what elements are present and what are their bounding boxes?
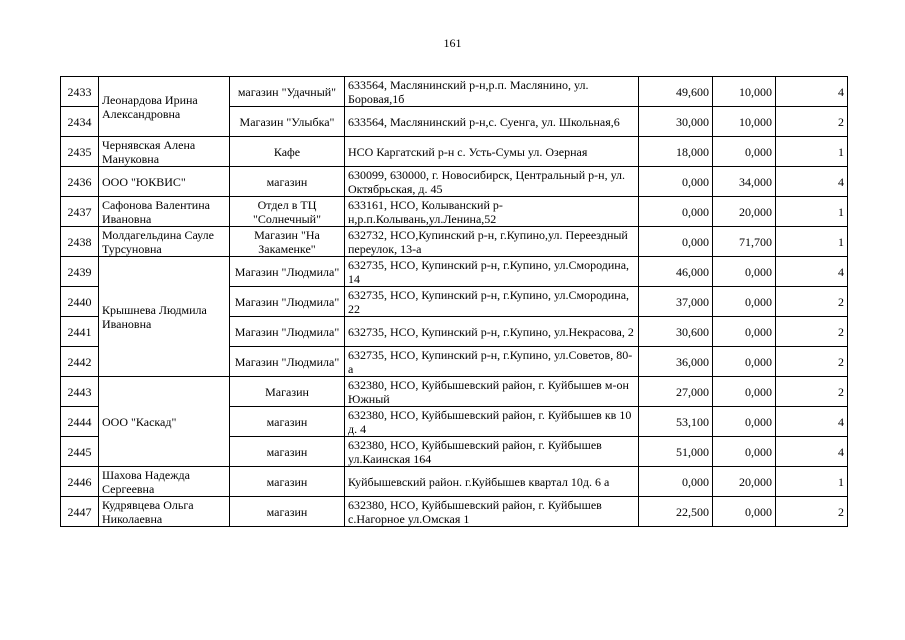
object-type: Магазин [230, 377, 345, 407]
address: 632380, НСО, Куйбышевский район, г. Куйбышев ул.Каинская 164 [345, 437, 639, 467]
table-row [61, 377, 848, 407]
value-1: 51,000 [639, 437, 713, 467]
value-2: 20,000 [713, 467, 776, 497]
count: 1 [776, 227, 848, 257]
owner-name: ООО "Каскад" [99, 377, 230, 467]
value-2: 0,000 [713, 377, 776, 407]
value-1: 22,500 [639, 497, 713, 527]
table-row [61, 227, 848, 257]
object-type: магазин [230, 497, 345, 527]
object-type: Отдел в ТЦ "Солнечный" [230, 197, 345, 227]
value-1: 27,000 [639, 377, 713, 407]
address: 630099, 630000, г. Новосибирск, Центральный р-н, ул. Октябрьская, д. 45 [345, 167, 639, 197]
table-row [61, 197, 848, 227]
count: 4 [776, 437, 848, 467]
row-number: 2443 [61, 377, 99, 407]
value-1: 30,000 [639, 107, 713, 137]
row-number: 2442 [61, 347, 99, 377]
row-number: 2436 [61, 167, 99, 197]
value-1: 0,000 [639, 227, 713, 257]
value-2: 20,000 [713, 197, 776, 227]
value-2: 0,000 [713, 347, 776, 377]
owner-name: Чернявская Алена Мануковна [99, 137, 230, 167]
row-number: 2433 [61, 77, 99, 107]
address: Куйбышевский район. г.Куйбышев квартал 10д. 6 а [345, 467, 639, 497]
table-row [61, 77, 848, 107]
value-1: 36,000 [639, 347, 713, 377]
row-number: 2434 [61, 107, 99, 137]
value-2: 0,000 [713, 317, 776, 347]
object-type: Магазин "Улыбка" [230, 107, 345, 137]
value-2: 0,000 [713, 287, 776, 317]
owner-name: Леонардова Ирина Александровна [99, 77, 230, 137]
address: 632735, НСО, Купинский р-н, г.Купино, ул.Смородина, 14 [345, 257, 639, 287]
address: 632735, НСО, Купинский р-н, г.Купино, ул.Смородина, 22 [345, 287, 639, 317]
row-number: 2435 [61, 137, 99, 167]
row-number: 2438 [61, 227, 99, 257]
row-number: 2437 [61, 197, 99, 227]
address: 632380, НСО, Куйбышевский район, г. Куйбышев с.Нагорное ул.Омская 1 [345, 497, 639, 527]
count: 1 [776, 197, 848, 227]
row-number: 2447 [61, 497, 99, 527]
address: 632735, НСО, Купинский р-н, г.Купино, ул.Некрасова, 2 [345, 317, 639, 347]
table-row [61, 467, 848, 497]
value-2: 34,000 [713, 167, 776, 197]
count: 4 [776, 257, 848, 287]
row-number: 2440 [61, 287, 99, 317]
row-number: 2439 [61, 257, 99, 287]
count: 4 [776, 77, 848, 107]
object-type: Магазин "Людмила" [230, 317, 345, 347]
row-number: 2446 [61, 467, 99, 497]
object-type: Магазин "На Закаменке" [230, 227, 345, 257]
address: НСО Каргатский р-н с. Усть-Сумы ул. Озерная [345, 137, 639, 167]
address: 632380, НСО, Куйбышевский район, г. Куйбышев кв 10 д. 4 [345, 407, 639, 437]
count: 2 [776, 497, 848, 527]
value-2: 0,000 [713, 407, 776, 437]
page-number: 161 [443, 36, 462, 50]
object-type: магазин [230, 437, 345, 467]
value-1: 30,600 [639, 317, 713, 347]
owner-name: Сафонова Валентина Ивановна [99, 197, 230, 227]
count: 2 [776, 287, 848, 317]
registry-table [60, 76, 848, 527]
row-number: 2441 [61, 317, 99, 347]
count: 4 [776, 167, 848, 197]
value-1: 18,000 [639, 137, 713, 167]
owner-name: Крышнева Людмила Ивановна [99, 257, 230, 377]
value-2: 0,000 [713, 137, 776, 167]
value-2: 0,000 [713, 257, 776, 287]
value-2: 71,700 [713, 227, 776, 257]
value-1: 49,600 [639, 77, 713, 107]
value-1: 0,000 [639, 167, 713, 197]
address: 632735, НСО, Купинский р-н, г.Купино, ул.Советов, 80-а [345, 347, 639, 377]
object-type: Магазин "Людмила" [230, 257, 345, 287]
object-type: Магазин "Людмила" [230, 347, 345, 377]
table-row [61, 257, 848, 287]
value-1: 53,100 [639, 407, 713, 437]
count: 2 [776, 347, 848, 377]
value-1: 0,000 [639, 467, 713, 497]
address: 633564, Маслянинский р-н,с. Суенга, ул. Школьная,6 [345, 107, 639, 137]
address: 633161, НСО, Колыванский р-н,р.п.Колывань,ул.Ленина,52 [345, 197, 639, 227]
value-2: 0,000 [713, 437, 776, 467]
value-2: 10,000 [713, 77, 776, 107]
value-1: 37,000 [639, 287, 713, 317]
address: 633564, Маслянинский р-н,р.п. Маслянино, ул. Боровая,1б [345, 77, 639, 107]
address: 632380, НСО, Куйбышевский район, г. Куйбышев м-он Южный [345, 377, 639, 407]
object-type: магазин [230, 467, 345, 497]
value-2: 10,000 [713, 107, 776, 137]
row-number: 2445 [61, 437, 99, 467]
object-type: магазин [230, 167, 345, 197]
object-type: Кафе [230, 137, 345, 167]
object-type: Магазин "Людмила" [230, 287, 345, 317]
row-number: 2444 [61, 407, 99, 437]
owner-name: Кудрявцева Ольга Николаевна [99, 497, 230, 527]
value-1: 46,000 [639, 257, 713, 287]
table-row [61, 497, 848, 527]
value-2: 0,000 [713, 497, 776, 527]
address: 632732, НСО,Купинский р-н, г.Купино,ул. Переездный переулок, 13-а [345, 227, 639, 257]
count: 1 [776, 467, 848, 497]
table-row [61, 137, 848, 167]
count: 2 [776, 317, 848, 347]
count: 1 [776, 137, 848, 167]
owner-name: Шахова Надежда Сергеевна [99, 467, 230, 497]
object-type: магазин [230, 407, 345, 437]
value-1: 0,000 [639, 197, 713, 227]
count: 2 [776, 377, 848, 407]
table-row [61, 167, 848, 197]
count: 2 [776, 107, 848, 137]
object-type: магазин "Удачный" [230, 77, 345, 107]
count: 4 [776, 407, 848, 437]
owner-name: ООО "ЮКВИС" [99, 167, 230, 197]
owner-name: Молдагельдина Сауле Турсуновна [99, 227, 230, 257]
